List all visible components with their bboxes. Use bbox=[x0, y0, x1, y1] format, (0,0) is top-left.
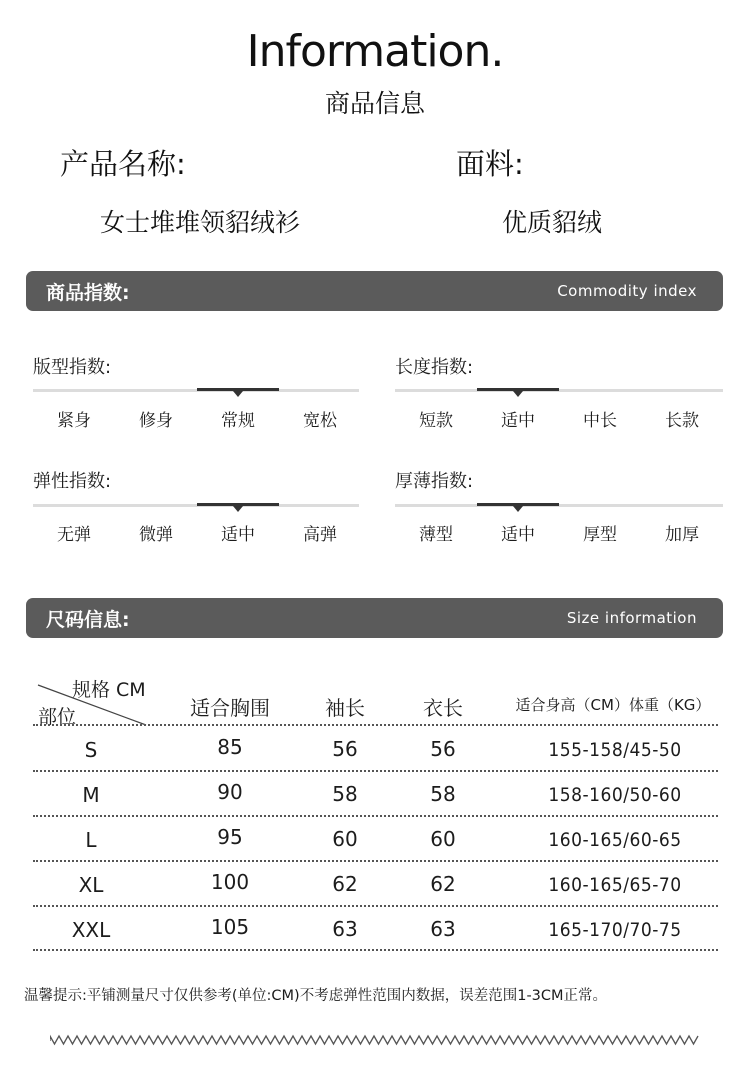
cell-size: S bbox=[84, 738, 98, 762]
column-header-length: 衣长 bbox=[423, 696, 463, 720]
index-option: 加厚 bbox=[665, 525, 699, 545]
index-option: 适中 bbox=[501, 411, 535, 431]
cell-fit: 155-158/45-50 bbox=[548, 739, 682, 761]
table-row bbox=[0, 862, 750, 907]
commodity-index-subtitle: Commodity index bbox=[557, 282, 697, 300]
index-option: 长款 bbox=[665, 411, 699, 431]
row-divider bbox=[33, 949, 718, 951]
cell-fit: 165-170/70-75 bbox=[548, 919, 682, 941]
cell-length: 60 bbox=[430, 827, 456, 851]
cell-chest: 90 bbox=[217, 780, 243, 804]
cell-chest: 105 bbox=[210, 915, 250, 939]
index-options-length bbox=[395, 406, 723, 431]
column-header-chest: 适合胸围 bbox=[190, 696, 270, 720]
index-arrow-icon bbox=[513, 506, 523, 512]
index-option: 紧身 bbox=[57, 411, 91, 431]
table-row bbox=[0, 817, 750, 862]
index-title-length: 长度指数: bbox=[395, 357, 474, 378]
cell-sleeve: 62 bbox=[332, 872, 358, 896]
title-english: Information. bbox=[246, 26, 504, 77]
index-option: 厚型 bbox=[583, 525, 617, 545]
cell-length: 58 bbox=[430, 782, 456, 806]
cell-fit: 160-165/65-70 bbox=[548, 874, 682, 896]
size-info-subtitle: Size information bbox=[566, 609, 697, 627]
fabric-value: 优质貂绒 bbox=[502, 208, 603, 237]
commodity-index-banner bbox=[26, 271, 723, 311]
index-title-thickness: 厚薄指数: bbox=[395, 471, 474, 492]
index-option: 薄型 bbox=[419, 525, 453, 545]
cell-sleeve: 60 bbox=[332, 827, 358, 851]
index-arrow-icon bbox=[233, 506, 243, 512]
index-option: 适中 bbox=[221, 525, 255, 545]
cell-length: 63 bbox=[430, 917, 456, 941]
index-track-thickness bbox=[395, 504, 723, 507]
wave-divider bbox=[50, 1033, 702, 1049]
index-arrow-icon bbox=[233, 391, 243, 397]
index-option: 常规 bbox=[221, 411, 255, 431]
index-track-elasticity bbox=[33, 504, 359, 507]
index-options-fit bbox=[33, 406, 361, 431]
cell-size: M bbox=[82, 783, 100, 807]
index-option: 高弹 bbox=[303, 525, 337, 545]
index-option: 宽松 bbox=[303, 411, 337, 431]
index-option: 无弹 bbox=[57, 525, 91, 545]
cell-sleeve: 56 bbox=[332, 737, 358, 761]
index-option: 短款 bbox=[419, 411, 453, 431]
table-corner-spec: 规格 CM bbox=[72, 679, 146, 701]
cell-sleeve: 63 bbox=[332, 917, 358, 941]
title-chinese: 商品信息 bbox=[324, 89, 425, 118]
index-track-length bbox=[395, 389, 723, 392]
cell-sleeve: 58 bbox=[332, 782, 358, 806]
index-track-fit bbox=[33, 389, 359, 392]
cell-chest: 85 bbox=[217, 735, 243, 759]
row-divider bbox=[33, 724, 718, 726]
commodity-index-title: 商品指数: bbox=[46, 281, 130, 304]
table-row bbox=[0, 727, 750, 772]
fabric-label: 面料: bbox=[456, 147, 524, 181]
product-name-value: 女士堆堆领貂绒衫 bbox=[100, 208, 301, 237]
index-option: 微弹 bbox=[139, 525, 173, 545]
measurement-note: 温馨提示:平铺测量尺寸仅供参考(单位:CM)不考虑弹性范围内数据，误差范围1-3CM正常。 bbox=[24, 988, 608, 1004]
index-options-elasticity bbox=[33, 520, 361, 545]
index-title-fit: 版型指数: bbox=[33, 357, 112, 378]
column-header-sleeve: 袖长 bbox=[325, 696, 365, 720]
table-corner-part: 部位 bbox=[38, 706, 77, 728]
size-info-title: 尺码信息: bbox=[46, 608, 130, 631]
cell-length: 62 bbox=[430, 872, 456, 896]
cell-chest: 95 bbox=[217, 825, 243, 849]
index-option: 适中 bbox=[501, 525, 535, 545]
cell-fit: 158-160/50-60 bbox=[548, 784, 682, 806]
index-options-thickness bbox=[395, 520, 723, 545]
cell-chest: 100 bbox=[210, 870, 250, 894]
column-header-fit: 适合身高（CM）体重（KG） bbox=[515, 696, 711, 714]
cell-fit: 160-165/60-65 bbox=[548, 829, 682, 851]
size-info-banner bbox=[26, 598, 723, 638]
index-title-elasticity: 弹性指数: bbox=[33, 471, 112, 492]
cell-size: XL bbox=[78, 873, 104, 897]
index-option: 中长 bbox=[583, 411, 617, 431]
cell-size: XXL bbox=[71, 918, 111, 942]
cell-size: L bbox=[85, 828, 97, 852]
index-arrow-icon bbox=[513, 391, 523, 397]
table-row bbox=[0, 907, 750, 952]
table-row bbox=[0, 772, 750, 817]
cell-length: 56 bbox=[430, 737, 456, 761]
product-name-label: 产品名称: bbox=[60, 147, 186, 181]
index-option: 修身 bbox=[139, 411, 173, 431]
